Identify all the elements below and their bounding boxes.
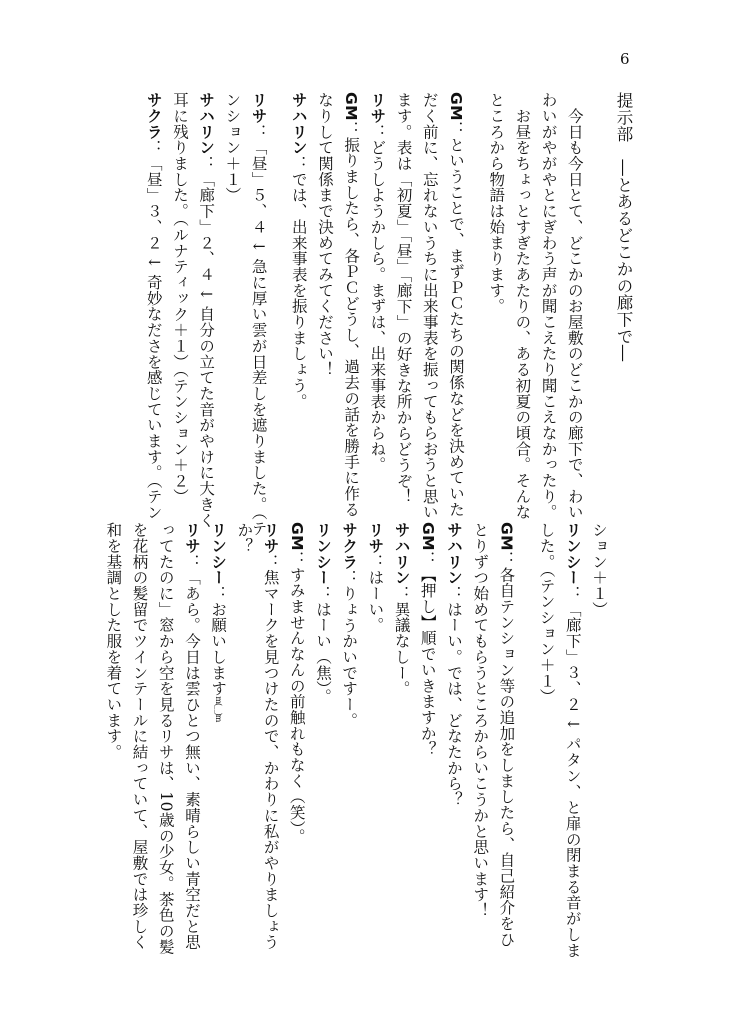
dialogue-line bbox=[310, 522, 336, 932]
dialogue-line bbox=[100, 522, 126, 932]
dialogue-line bbox=[388, 522, 414, 932]
dialogue-line bbox=[560, 522, 586, 958]
dialogue-line bbox=[284, 522, 310, 932]
dialogue-text: ：「あら。今日は雲ひとつ無い、素晴らしい青空だと思 bbox=[182, 553, 201, 950]
speaker-name: GM bbox=[418, 522, 437, 551]
speaker-name: リサ bbox=[368, 92, 387, 124]
lower-text-block bbox=[100, 522, 612, 958]
speaker-name: サハリン bbox=[197, 92, 216, 156]
dialogue-line bbox=[153, 522, 179, 955]
dialogue-text: ：「昼」５、４ ↓ 急に厚い雲が日差しを遮りました。（テ bbox=[249, 123, 268, 537]
speaker-name: サクラ bbox=[340, 522, 359, 570]
speaker-name: サハリン bbox=[289, 92, 308, 156]
dialogue-text: ：はーい。 bbox=[366, 553, 385, 633]
paragraph-gap bbox=[519, 522, 533, 932]
dialogue-text: ：では、出来事表を振りましょう。 bbox=[289, 155, 308, 410]
dialogue-line bbox=[362, 522, 388, 932]
dialogue-text: を花柄の髪留でツインテールに結っていて、屋敷では珍しく bbox=[130, 522, 149, 950]
dialogue-text: ：ということで、まずＰＣたちの関係などを決めていた bbox=[446, 120, 465, 518]
dialogue-line bbox=[493, 522, 519, 948]
narration-line: 今日も今日とて、どこかのお屋敷のどこかの廊下で、わい bbox=[565, 92, 584, 520]
dialogue-text: 耳に残りました。（ルナティック＋１）（テンション＋２） bbox=[170, 92, 189, 505]
dialogue-line bbox=[364, 92, 390, 492]
dialogue-line bbox=[338, 92, 364, 518]
dialogue-line bbox=[286, 92, 312, 492]
speaker-name: リサ bbox=[249, 92, 268, 124]
dialogue-text: ：お願いします bbox=[209, 585, 228, 697]
page-number: 6 bbox=[620, 50, 630, 68]
dialogue-text: ：【押し】順でいきますか？ bbox=[418, 550, 437, 757]
dialogue-line bbox=[336, 522, 362, 932]
narration-line: わいがやがやとにぎわう声が聞こえたり聞こえなかったり。 bbox=[539, 92, 558, 520]
speaker-name: サクラ bbox=[144, 92, 163, 140]
dialogue-line bbox=[126, 522, 152, 950]
dialogue-text: か？ bbox=[235, 522, 254, 554]
dialogue-line bbox=[245, 92, 271, 537]
dialogue-text: ンション＋１） bbox=[223, 92, 242, 203]
speaker-name: サハリン bbox=[392, 522, 411, 586]
speaker-name: リサ bbox=[261, 522, 280, 554]
speaker-name: GM bbox=[497, 522, 516, 551]
dialogue-text: ：はーい。では、どなたから？ bbox=[444, 585, 463, 808]
dialogue-line bbox=[167, 92, 193, 505]
dialogue-line bbox=[415, 522, 441, 932]
dialogue-text: ：焦マークを見つけたので、かわりに私がやりましょう bbox=[261, 553, 280, 950]
speaker-name: サハリン bbox=[444, 522, 463, 586]
dialogue-text: ：各自テンション等の追加をしましたら、自己紹介をひ bbox=[497, 550, 516, 948]
emoticon: m(_ _)m bbox=[214, 696, 224, 722]
dialogue-text: ：異議なしー。 bbox=[392, 585, 411, 697]
dialogue-text: ：どうしようかしら。まずは、出来事表からね。 bbox=[368, 123, 387, 473]
speaker-name: GM bbox=[342, 92, 361, 121]
dialogue-text: とりずつ始めてもらうところからいこうかと思います！ bbox=[471, 522, 490, 919]
upper-text-block bbox=[100, 92, 636, 537]
dialogue-line bbox=[179, 522, 205, 950]
dialogue-line bbox=[141, 92, 167, 521]
dialogue-text: した。（テンション＋１） bbox=[537, 522, 556, 705]
dialogue-line bbox=[390, 92, 416, 505]
narration-line: お昼をちょっとすぎたあたりの、ある初夏の頃合。そんな bbox=[513, 92, 532, 520]
dialogue-text: ：「廊下」３、２ ↓ パタン、と扉の閉まる音がしま bbox=[563, 585, 582, 958]
dialogue-line bbox=[586, 522, 612, 932]
speaker-name: リンシー bbox=[209, 522, 228, 586]
dialogue-line bbox=[533, 522, 559, 932]
dialogue-text: だく前に、忘れないうちに出来事表を振ってもらおうと思い bbox=[420, 92, 439, 520]
narration-line: ところから物語は始まります。 bbox=[487, 92, 506, 314]
dialogue-line bbox=[441, 522, 467, 932]
speaker-name: リンシー bbox=[563, 522, 582, 586]
dialogue-text: 和を基調とした服を着ています。 bbox=[104, 522, 123, 760]
dialogue-line bbox=[193, 92, 219, 528]
dialogue-text: ってたのに」窓から空を見るリサは、10歳の少女。茶色の髪 bbox=[156, 522, 175, 955]
dialogue-text: ：振りましたら、各ＰＣどうし、過去の話を勝手に作る bbox=[342, 120, 361, 518]
dialogue-text: ：はーい（焦）。 bbox=[313, 585, 332, 705]
dialogue-text: ：「廊下」２、４ ↓ 自分の立てた音がやけに大きく bbox=[197, 155, 216, 528]
dialogue-line bbox=[443, 92, 469, 518]
dialogue-text: ：「昼」３、２ ↓ 奇妙なださを感じています。（テン bbox=[144, 139, 163, 521]
paragraph-gap bbox=[469, 92, 483, 492]
dialogue-line bbox=[219, 92, 245, 492]
dialogue-text: ：すみませんなんの前触れもなく（笑）。 bbox=[287, 550, 306, 845]
speaker-name: GM bbox=[446, 92, 465, 121]
dialogue-line bbox=[205, 522, 231, 932]
speaker-name: GM bbox=[287, 522, 306, 551]
dialogue-text: ション＋１） bbox=[590, 522, 608, 618]
dialogue-line bbox=[231, 522, 257, 932]
dialogue-text: ます。表は「初夏」「昼」「廊下」の好きな所からどうぞ！ bbox=[394, 92, 413, 505]
dialogue-line bbox=[312, 92, 338, 492]
section-heading: 提示部 ―とあるどこかの廊下で― bbox=[614, 92, 633, 362]
dialogue-line bbox=[417, 92, 443, 520]
dialogue-line bbox=[257, 522, 283, 950]
dialogue-line bbox=[467, 522, 493, 932]
speaker-name: リンシー bbox=[313, 522, 332, 586]
speaker-name: リサ bbox=[182, 522, 201, 554]
speaker-name: リサ bbox=[366, 522, 385, 554]
dialogue-text: なりして関係まで決めてみてください！ bbox=[315, 92, 334, 378]
dialogue-text: ：りょうかいですー。 bbox=[340, 569, 359, 729]
paragraph-gap bbox=[272, 92, 286, 492]
